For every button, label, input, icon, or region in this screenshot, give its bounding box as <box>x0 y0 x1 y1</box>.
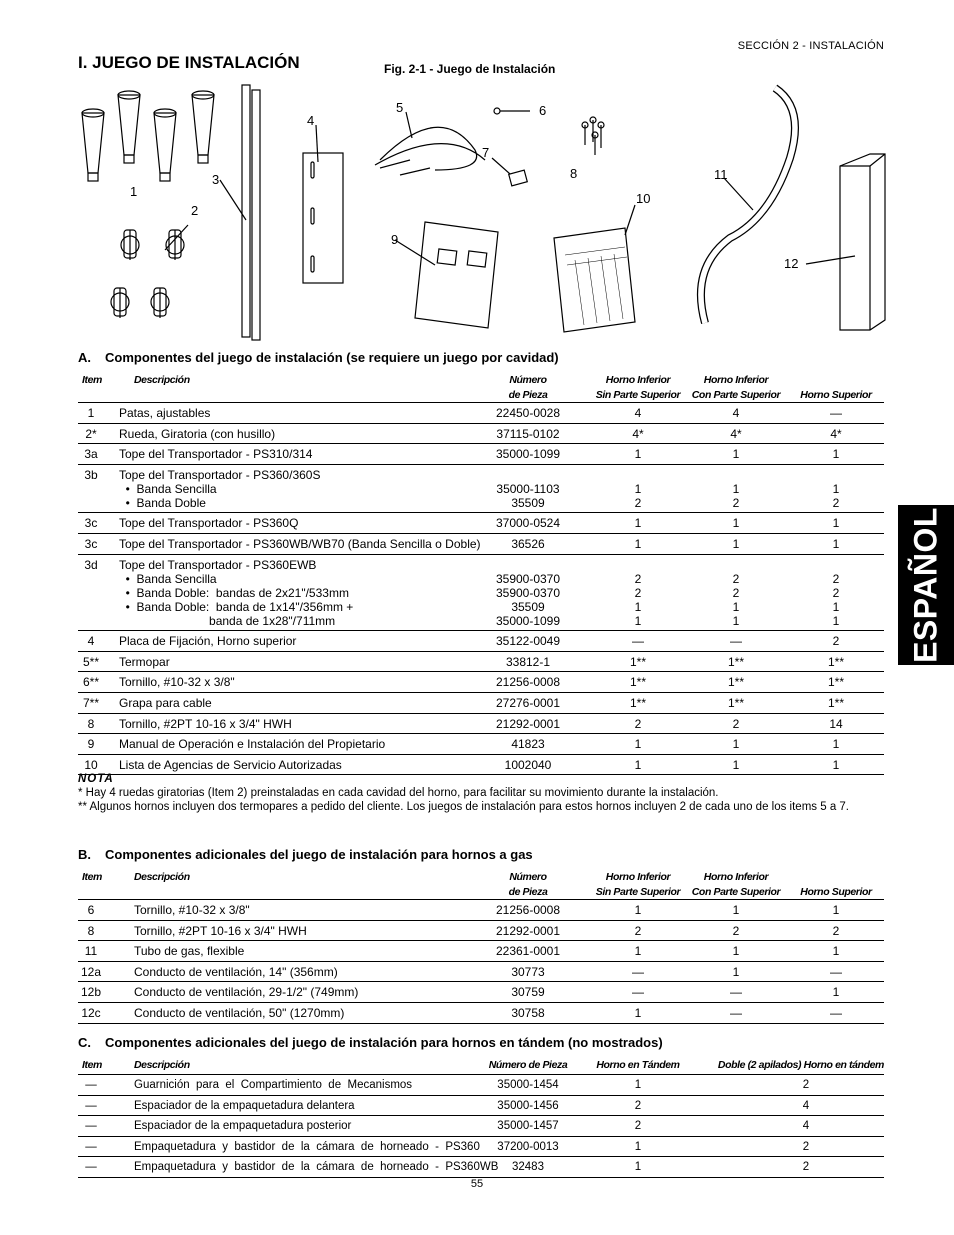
cell-item: 8 <box>87 716 95 731</box>
cell-description: Espaciador de la empaquetadura delantera <box>134 1099 355 1112</box>
cell-lower-no-top: 1 <box>634 1005 642 1020</box>
cell-lower-with-top: 2 2 1 1 <box>732 571 740 628</box>
section-b-letter: B. <box>78 847 91 862</box>
page-number: 55 <box>470 1178 484 1190</box>
cell-part-number: 35000-1099 <box>495 447 561 462</box>
table-row <box>78 962 884 983</box>
cell-part-number: 21292-0001 <box>495 716 561 731</box>
casters-illustration <box>111 225 188 318</box>
header-col1-b: Sin Parte Superior <box>595 886 681 898</box>
cell-lower-with-top: 1 <box>732 757 740 772</box>
cell-description: Tornillo, #10-32 x 3/8" <box>134 903 250 917</box>
cell-item: 7** <box>82 695 99 710</box>
cell-item: 3d <box>84 557 98 572</box>
header-col3: Horno Superior <box>800 389 872 401</box>
cell-description: Tope del Transportador - PS360WB/WB70 (Banda Sencilla o Doble) <box>119 536 481 551</box>
header-item: Item <box>82 1059 102 1071</box>
callout-12: 12 <box>784 256 799 271</box>
section-header: SECCIÓN 2 - INSTALACIÓN <box>737 40 884 52</box>
cell-item: 2* <box>85 426 97 441</box>
cell-description: Termopar <box>119 654 170 669</box>
cell-tandem: 1 <box>634 1079 642 1091</box>
table-row <box>78 1157 884 1178</box>
cell-lower-no-top: 1 <box>634 536 642 551</box>
cell-lower-with-top: — <box>730 985 742 1000</box>
cell-upper: 1** <box>827 695 844 710</box>
cell-part-number: 22361-0001 <box>495 944 561 959</box>
cell-lower-no-top: — <box>632 985 644 1000</box>
cell-double-tandem: 2 <box>802 1079 810 1091</box>
header-col1-b: Sin Parte Superior <box>595 389 681 401</box>
callout-11: 11 <box>714 167 728 182</box>
service-list-illustration <box>554 205 635 332</box>
table-row <box>78 1075 884 1096</box>
cell-lower-no-top: 1** <box>629 654 646 669</box>
cell-lower-no-top: — <box>632 964 644 979</box>
table-row <box>78 444 884 465</box>
cell-item: 9 <box>87 737 95 752</box>
callout-7: 7 <box>482 145 490 160</box>
manual-illustration <box>395 222 498 328</box>
callout-4: 4 <box>307 113 315 128</box>
section-c-letter: C. <box>78 1035 91 1050</box>
cell-lower-with-top: 1** <box>727 695 744 710</box>
cell-upper: — <box>830 406 842 420</box>
cell-lower-with-top: 4 <box>732 406 740 420</box>
cell-description: Conducto de ventilación, 50" (1270mm) <box>134 1005 345 1020</box>
cell-description: Tornillo, #10-32 x 3/8" <box>119 675 235 690</box>
section-a-title <box>78 350 559 365</box>
cell-description: Tornillo, #2PT 10-16 x 3/4" HWH <box>119 716 292 731</box>
cell-description: Guarnición para el Compartimiento de Mecanismos <box>134 1079 413 1091</box>
cell-part-number: 35000-1103 35509 <box>496 481 560 510</box>
cell-double-tandem: 2 <box>802 1161 810 1174</box>
cell-part-number: 35900-0370 35900-0370 35509 35000-1099 <box>495 571 561 628</box>
section-c-heading: Componentes adicionales del juego de instalación para hornos en tándem (no mostrados) <box>105 1035 663 1050</box>
cell-part-number: 33812-1 <box>505 654 551 669</box>
cell-description: Conducto de ventilación, 14" (356mm) <box>134 964 338 979</box>
note-1: * Hay 4 ruedas giratorias (Item 2) preinstaladas en cada cavidad del horno, para facilitar su movimiento durante la instalación. <box>78 787 719 799</box>
notes-block <box>78 772 884 814</box>
cell-upper: 1 <box>832 944 840 959</box>
header-part-number-2: de Pieza <box>508 886 548 898</box>
cell-part-number: 35000-1454 <box>497 1079 559 1091</box>
cell-part-number: 21256-0008 <box>495 675 561 690</box>
table-row <box>78 941 884 962</box>
cell-upper: 2 <box>832 634 840 649</box>
thermocouple-illustration <box>375 112 485 175</box>
cell-lower-with-top: 2 <box>732 923 740 938</box>
cell-part-number: 30758 <box>511 1005 545 1020</box>
table-row <box>78 631 884 652</box>
header-tandem: Horno en Tándem <box>596 1059 680 1071</box>
callout-9: 9 <box>391 232 399 247</box>
callout-5: 5 <box>396 100 404 115</box>
table-row <box>78 734 884 755</box>
cell-part-number: 27276-0001 <box>495 695 561 710</box>
cell-item: — <box>85 1140 97 1153</box>
table-row <box>78 513 884 534</box>
cell-tandem: 2 <box>634 1099 642 1112</box>
cell-part-number: 35000-1457 <box>497 1120 559 1133</box>
cell-part-number: 35122-0049 <box>495 634 561 649</box>
cell-double-tandem: 4 <box>802 1099 810 1112</box>
cell-part-number: 41823 <box>511 737 545 752</box>
cell-item: 3a <box>84 447 98 462</box>
cell-item: 1 <box>87 406 95 420</box>
cell-lower-with-top: 1 <box>732 964 740 979</box>
callout-2: 2 <box>191 203 199 218</box>
table-header <box>78 372 884 402</box>
cell-lower-with-top: 1 2 <box>732 481 740 510</box>
cell-upper: — <box>830 1005 842 1020</box>
cell-description: Tope del Transportador - PS360EWB • Banda Sencilla • Banda Doble: bandas de 2x21"/533mm • Banda Doble: banda de 1x14"/356mm + banda de 1x28"/711mm <box>119 557 354 628</box>
cell-description: Tornillo, #2PT 10-16 x 3/4" HWH <box>134 923 307 938</box>
table-row <box>78 1096 884 1117</box>
cell-lower-no-top: 1 <box>634 903 642 917</box>
cell-upper: 2 <box>832 923 840 938</box>
cell-part-number: 22450-0028 <box>495 406 561 420</box>
cell-lower-no-top: 2 2 1 1 <box>634 571 642 628</box>
header-part-number-1: Número <box>509 374 547 386</box>
cell-upper: 1** <box>827 654 844 669</box>
cell-description: Rueda, Giratoria (con husillo) <box>119 426 276 441</box>
section-c-table <box>78 1057 884 1178</box>
cell-lower-no-top: 1 2 <box>634 481 642 510</box>
header-col2-a: Horno Inferior <box>703 374 769 386</box>
section-a-letter: A. <box>78 350 91 365</box>
cell-part-number: 37200-0013 <box>497 1140 559 1153</box>
header-item: Item <box>82 871 102 883</box>
header-description: Descripción <box>134 374 190 386</box>
callout-6: 6 <box>539 103 547 118</box>
cell-item: 6 <box>87 903 95 917</box>
cell-lower-no-top: 1 <box>634 516 642 531</box>
cell-description: Patas, ajustables <box>119 406 211 420</box>
table-row <box>78 693 884 714</box>
cell-item: — <box>85 1099 97 1112</box>
cell-lower-with-top: 2 <box>732 716 740 731</box>
table-row <box>78 672 884 693</box>
section-a-rows <box>78 403 884 775</box>
cell-part-number: 21256-0008 <box>495 903 561 917</box>
cell-upper: 1 2 <box>832 481 840 510</box>
section-b-heading: Componentes adicionales del juego de instalación para hornos a gas <box>105 847 533 862</box>
cell-description: Espaciador de la empaquetadura posterior <box>134 1120 352 1133</box>
table-row <box>78 652 884 673</box>
header-description: Descripción <box>134 871 190 883</box>
page-title: I. JUEGO DE INSTALACIÓN <box>78 53 300 72</box>
cell-description: Tubo de gas, flexible <box>134 944 245 959</box>
header-col2-b: Con Parte Superior <box>691 389 781 401</box>
cell-part-number: 30759 <box>511 985 545 1000</box>
cell-lower-with-top: 1 <box>732 536 740 551</box>
table-row <box>78 424 884 445</box>
installation-kit-figure <box>70 80 900 345</box>
cell-lower-with-top: 1** <box>727 675 744 690</box>
table-row <box>78 1137 884 1158</box>
header-col1-a: Horno Inferior <box>605 374 671 386</box>
legs-illustration <box>82 91 214 181</box>
cell-lower-no-top: 1** <box>629 695 646 710</box>
cell-part-number: 35000-1456 <box>497 1099 559 1112</box>
cell-upper: 1 <box>832 903 840 917</box>
header-part-number: Número de Pieza <box>488 1059 568 1071</box>
cell-upper: 1 <box>832 516 840 531</box>
cell-part-number: 37115-0102 <box>496 426 560 441</box>
section-b-rows <box>78 900 884 1024</box>
cell-double-tandem: 4 <box>802 1120 810 1133</box>
table-row <box>78 1116 884 1137</box>
section-a-table <box>78 372 884 775</box>
section-b-table <box>78 869 884 1024</box>
cell-upper: 4* <box>830 426 842 441</box>
section-c-title <box>78 1035 663 1050</box>
cell-part-number: 32483 <box>512 1161 544 1174</box>
table-row <box>78 982 884 1003</box>
header-description: Descripción <box>134 1059 190 1071</box>
note-2: ** Algunos hornos incluyen dos termopares a pedido del cliente. Los juegos de instalación para estos hornos incluyen 2 de cada uno de los items 5 a 7. <box>78 801 849 813</box>
cell-lower-with-top: 1 <box>732 944 740 959</box>
cell-lower-with-top: 4* <box>730 426 742 441</box>
cell-item: 11 <box>84 944 98 959</box>
table-header <box>78 1057 884 1074</box>
callout-1: 1 <box>130 184 138 199</box>
cell-lower-with-top: 1 <box>732 447 740 462</box>
cell-lower-no-top: 1 <box>634 944 642 959</box>
cell-item: — <box>85 1120 97 1133</box>
cell-tandem: 1 <box>634 1140 642 1153</box>
cell-upper: 1 <box>832 536 840 551</box>
cell-upper: 1** <box>827 675 844 690</box>
cell-lower-no-top: 4 <box>634 406 642 420</box>
cell-lower-with-top: 1 <box>732 737 740 752</box>
cell-description: Tope del Transportador - PS310/314 <box>119 447 313 462</box>
cell-lower-with-top: 1** <box>727 654 744 669</box>
callout-8: 8 <box>570 166 578 181</box>
cell-lower-with-top: 1 <box>732 903 740 917</box>
cell-lower-no-top: 1 <box>634 737 642 752</box>
cell-item: 6** <box>82 675 99 690</box>
cell-item: — <box>85 1161 97 1174</box>
cell-item: 4 <box>87 634 95 649</box>
cell-upper: 1 <box>832 757 840 772</box>
cell-tandem: 2 <box>634 1120 642 1133</box>
table-row <box>78 534 884 555</box>
cell-lower-with-top: — <box>730 1005 742 1020</box>
table-row <box>78 900 884 921</box>
language-tab <box>898 505 954 665</box>
section-a-heading: Componentes del juego de instalación (se requiere un juego por cavidad) <box>105 350 559 365</box>
table-row <box>78 921 884 942</box>
vent-duct-illustration <box>806 154 885 330</box>
table-row <box>78 465 884 514</box>
cell-lower-with-top: — <box>730 634 742 649</box>
header-col2-b: Con Parte Superior <box>691 886 781 898</box>
language-tab-label: ESPAÑOL <box>907 507 944 663</box>
header-col3: Horno Superior <box>800 886 872 898</box>
cell-lower-no-top: 2 <box>634 716 642 731</box>
table-row <box>78 714 884 735</box>
mounting-plate-illustration <box>303 125 343 283</box>
header-part-number-2: de Pieza <box>508 389 548 401</box>
gas-hose-illustration <box>701 88 795 323</box>
cell-item: 3c <box>84 536 98 551</box>
header-part-number-1: Número <box>509 871 547 883</box>
cell-part-number: 30773 <box>511 964 545 979</box>
cell-description: Lista de Agencias de Servicio Autorizadas <box>119 757 342 772</box>
cell-part-number: 36526 <box>511 536 545 551</box>
cell-part-number: 21292-0001 <box>495 923 561 938</box>
cell-description: Placa de Fijación, Horno superior <box>119 634 297 649</box>
cell-item: 12a <box>80 964 102 979</box>
table-header <box>78 869 884 899</box>
header-double-tandem: Doble (2 apilados) Horno en tándem <box>717 1059 884 1071</box>
cell-part-number: 37000-0524 <box>495 516 561 531</box>
callout-3: 3 <box>212 172 220 187</box>
header-col1-a: Horno Inferior <box>605 871 671 883</box>
cell-item: 3b <box>84 467 98 482</box>
cell-lower-no-top: 2 <box>634 923 642 938</box>
figure-caption: Fig. 2-1 - Juego de Instalación <box>384 62 556 76</box>
cell-description: Empaquetadura y bastidor de la cámara de horneado - PS360 <box>134 1140 480 1153</box>
cell-item: 8 <box>87 923 95 938</box>
cell-item: 12c <box>81 1005 101 1020</box>
table-row <box>78 555 884 632</box>
cell-item: 10 <box>84 757 98 772</box>
cell-description: Manual de Operación e Instalación del Propietario <box>119 737 386 752</box>
cell-part-number: 1002040 <box>504 757 552 772</box>
header-col2-a: Horno Inferior <box>703 871 769 883</box>
callout-10: 10 <box>636 191 651 206</box>
cell-description: Empaquetadura y bastidor de la cámara de horneado - PS360WB <box>134 1161 499 1174</box>
cell-item: — <box>85 1079 97 1091</box>
cell-lower-no-top: 1 <box>634 757 642 772</box>
cell-tandem: 1 <box>634 1161 642 1174</box>
cell-description: Tope del Transportador - PS360/360S • Banda Sencilla • Banda Doble <box>119 467 321 510</box>
cell-lower-no-top: 4* <box>632 426 644 441</box>
cell-item: 12b <box>80 985 102 1000</box>
cell-lower-with-top: 1 <box>732 516 740 531</box>
cell-lower-no-top: 1 <box>634 447 642 462</box>
header-item: Item <box>82 374 102 386</box>
notes-label: NOTA <box>78 773 114 785</box>
cell-upper: 1 <box>832 985 840 1000</box>
cell-lower-no-top: 1** <box>629 675 646 690</box>
cell-double-tandem: 2 <box>802 1140 810 1153</box>
cell-description: Conducto de ventilación, 29-1/2" (749mm) <box>134 985 359 1000</box>
cell-upper: 1 <box>832 447 840 462</box>
cell-description: Tope del Transportador - PS360Q <box>119 516 299 531</box>
cell-upper: 2 2 1 1 <box>832 571 840 628</box>
section-c-rows <box>78 1075 884 1178</box>
cell-description: Grapa para cable <box>119 695 212 710</box>
table-row <box>78 1003 884 1024</box>
cell-upper: — <box>830 964 842 979</box>
conveyor-stop-illustration <box>220 85 260 340</box>
cell-upper: 14 <box>829 716 843 731</box>
cell-upper: 1 <box>832 737 840 752</box>
small-parts-illustration <box>492 108 604 186</box>
cell-item: 3c <box>84 516 98 531</box>
section-b-title <box>78 847 533 862</box>
cell-item: 5** <box>82 654 99 669</box>
cell-lower-no-top: — <box>632 634 644 649</box>
table-row <box>78 403 884 424</box>
